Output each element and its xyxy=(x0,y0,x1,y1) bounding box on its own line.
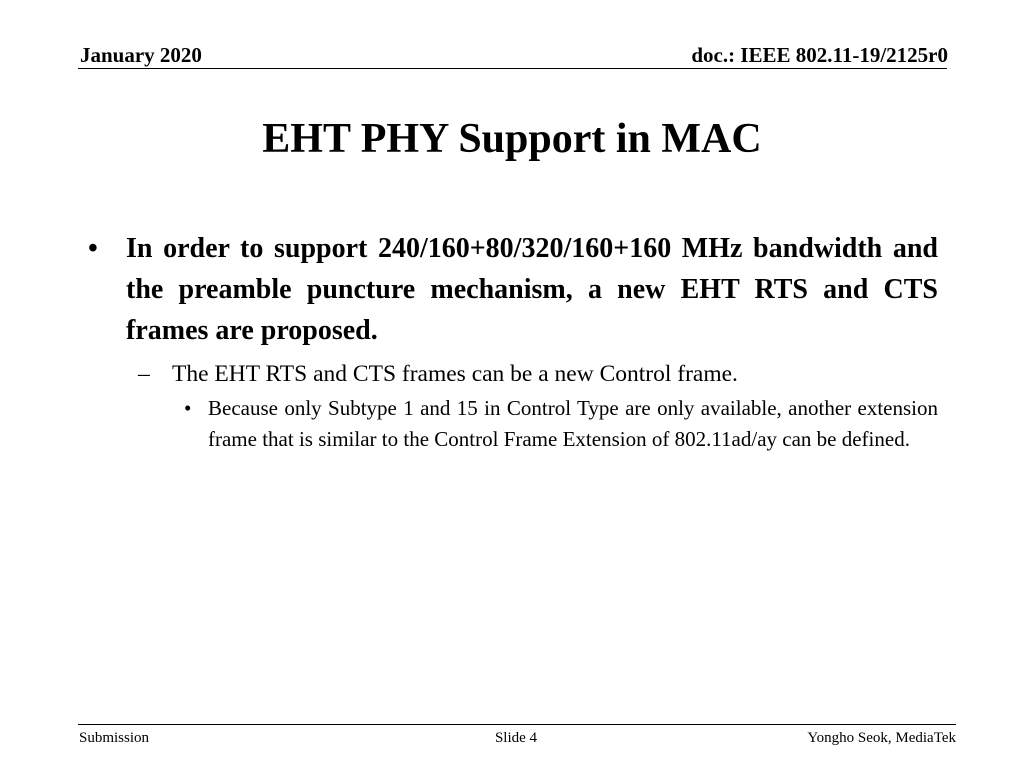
dash-marker: – xyxy=(138,361,150,387)
slide-title: EHT PHY Support in MAC xyxy=(262,116,762,162)
bullet-level-2 xyxy=(82,359,938,389)
bullet-text: Because only Subtype 1 and 15 in Control Type are only available, another extension frame that is similar to the Control Frame Extension of 802.11ad/ay can be defined. xyxy=(208,396,938,451)
header-divider xyxy=(78,68,947,69)
bullet-marker: • xyxy=(88,233,98,264)
footer-author: Yongho Seok, MediaTek xyxy=(807,730,956,746)
bullet-text: The EHT RTS and CTS frames can be a new Control frame. xyxy=(172,361,738,387)
header-date: January 2020 xyxy=(80,43,202,67)
bullet-level-3 xyxy=(82,393,938,455)
bullet-level-1 xyxy=(82,228,938,351)
slide-body xyxy=(82,228,938,455)
footer-slide-number: Slide 4 xyxy=(494,730,538,746)
header-doc-id: doc.: IEEE 802.11-19/2125r0 xyxy=(691,43,948,67)
bullet-text: In order to support 240/160+80/320/160+160 MHz bandwidth and the preamble puncture mechanism, a new EHT RTS and CTS frames are proposed. xyxy=(126,233,938,346)
footer-divider xyxy=(78,724,956,725)
bullet-marker: • xyxy=(184,396,192,420)
footer-submission: Submission xyxy=(79,730,150,746)
